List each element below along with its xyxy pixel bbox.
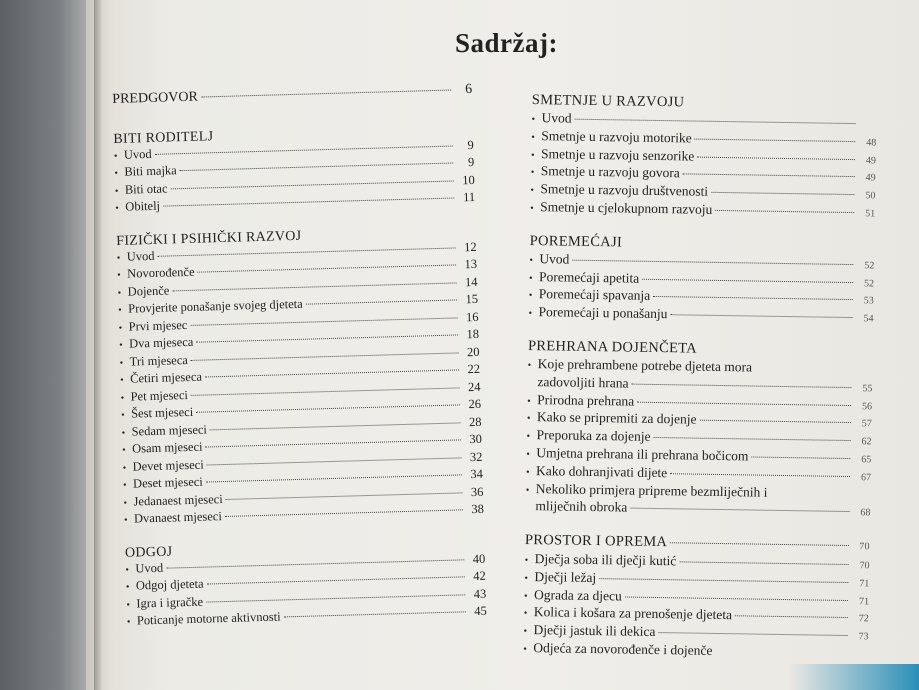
leader-dots — [653, 296, 853, 300]
toc-page: 62 — [861, 436, 872, 448]
leader-dots — [572, 259, 853, 264]
toc-page: 65 — [861, 454, 872, 466]
toc-page: 53 — [863, 295, 874, 307]
toc-label: Biti otac — [124, 180, 168, 197]
toc-label: Pet mjeseci — [130, 387, 189, 404]
toc-label: Kako se pripremiti za dojenje — [536, 409, 697, 427]
leader-dots — [166, 559, 464, 568]
toc-page: 51 — [865, 208, 876, 220]
leader-dots — [190, 317, 457, 325]
leader-dots — [191, 352, 459, 360]
toc-label: Novorođenče — [126, 264, 195, 281]
leader-dots — [171, 180, 454, 189]
toc-page: 14 — [464, 274, 478, 289]
toc-page: 13 — [464, 256, 478, 272]
toc-label: Dvanaest mjeseci — [133, 509, 223, 526]
toc-label: Dojenče — [127, 282, 170, 299]
toc-page: 71 — [858, 595, 870, 607]
toc-left-column — [112, 78, 487, 645]
toc-page: 68 — [860, 507, 871, 519]
leader-dots — [196, 334, 458, 342]
leader-dots — [284, 611, 466, 617]
bullet-icon: • — [113, 150, 118, 162]
toc-label: PREDGOVOR — [112, 89, 199, 107]
leader-dots — [196, 404, 460, 412]
toc-label: Kako dohranjivati dijete — [535, 462, 668, 480]
toc-label: Prirodna prehrana — [537, 391, 635, 409]
section-heading: POREMEĆAJI — [529, 232, 623, 251]
leader-dots — [226, 492, 463, 500]
toc-section-biti-roditelj — [113, 121, 475, 217]
bullet-icon: • — [122, 462, 127, 474]
toc-label: Uvod — [123, 146, 152, 162]
toc-page: 36 — [470, 484, 484, 499]
toc-right-column — [523, 92, 877, 677]
toc-label: Četiri mjeseca — [129, 369, 203, 386]
toc-page: 52 — [864, 260, 875, 272]
bullet-icon: • — [523, 643, 527, 655]
section-heading: PREHRANA DOJENČETA — [527, 337, 698, 357]
bullet-icon: • — [529, 254, 533, 266]
toc-page: 45 — [474, 603, 487, 619]
toc-section-prehrana — [525, 338, 873, 522]
bullet-icon: • — [523, 608, 528, 620]
section-heading: FIZIČKI I PSIHIČKI RAZVOJ — [116, 228, 302, 249]
bullet-icon: • — [524, 572, 528, 584]
bullet-icon: • — [530, 167, 535, 179]
leader-dots — [625, 596, 848, 601]
section-heading: BITI RODITELJ — [113, 128, 214, 147]
toc-label: Obitelj — [125, 198, 161, 214]
toc-page: 57 — [861, 418, 872, 430]
toc-page: 52 — [863, 277, 875, 289]
toc-page: 12 — [463, 239, 477, 254]
bullet-icon: • — [126, 616, 131, 628]
bullet-icon: • — [530, 202, 534, 215]
bullet-icon: • — [120, 374, 124, 386]
leader-dots — [654, 437, 851, 441]
toc-label: Šest mjeseci — [130, 404, 194, 421]
leader-dots — [157, 247, 455, 256]
leader-dots — [172, 282, 456, 291]
toc-entry-predgovor — [112, 82, 472, 110]
toc-page: 18 — [466, 326, 480, 342]
leader-dots — [670, 473, 850, 477]
bullet-icon: • — [117, 287, 122, 299]
section-heading: PROSTOR I OPREMA — [524, 532, 668, 551]
leader-dots — [207, 576, 465, 584]
leader-dots — [207, 457, 462, 465]
bullet-icon: • — [115, 202, 120, 214]
toc-label: Biti majka — [124, 163, 177, 179]
toc-label: Deset mjeseci — [132, 474, 203, 491]
toc-page: 6 — [464, 81, 473, 98]
toc-label: Sedam mjeseci — [131, 421, 208, 439]
bullet-icon: • — [123, 514, 128, 526]
bullet-icon: • — [114, 185, 119, 197]
bullet-icon: • — [531, 131, 535, 143]
leader-dots — [198, 264, 457, 272]
bullet-icon: • — [123, 497, 128, 509]
leader-dots — [201, 90, 451, 98]
toc-label: Dječja soba ili dječji kutić — [534, 551, 677, 569]
toc-label: Poticanje motorne aktivnosti — [136, 609, 281, 628]
toc-page: 20 — [466, 344, 480, 359]
toc-label: Tri mjeseca — [129, 352, 189, 369]
toc-section-prostor — [523, 532, 870, 663]
toc-page: 56 — [862, 400, 873, 412]
toc-page: 32 — [469, 449, 483, 464]
bullet-icon: • — [530, 149, 535, 161]
section-heading: SMETNJE U RAZVOJU — [531, 92, 685, 111]
toc-label: Uvod — [539, 250, 570, 267]
leader-dots — [206, 594, 465, 602]
bullet-icon: • — [125, 564, 130, 576]
leader-dots — [715, 210, 854, 213]
toc-page: 70 — [859, 541, 870, 553]
leader-dots — [697, 156, 855, 159]
toc-label: Nekoliko primjera pripreme bezmliječnih i — [535, 480, 768, 500]
toc-page: 26 — [468, 396, 482, 412]
toc-page: 73 — [858, 631, 869, 643]
bullet-icon: • — [114, 167, 119, 179]
leader-dots — [711, 192, 854, 195]
toc-label: Smetnje u razvoju govora — [540, 163, 680, 181]
toc-label: Poremećaji spavanja — [538, 286, 651, 304]
toc-page: 55 — [862, 382, 873, 395]
toc-page: 70 — [859, 560, 870, 572]
bullet-icon: • — [126, 599, 131, 611]
toc-label: Uvod — [126, 248, 155, 264]
bullet-icon: • — [528, 308, 533, 320]
toc-page: 71 — [859, 577, 870, 590]
toc-label: Devet mjeseci — [132, 457, 204, 474]
leader-dots — [155, 145, 453, 154]
bullet-icon: • — [122, 479, 127, 491]
bullet-icon: • — [523, 590, 528, 602]
toc-page: 34 — [470, 466, 484, 482]
bullet-icon: • — [116, 252, 121, 264]
leader-dots — [206, 439, 461, 447]
toc-page: 15 — [465, 291, 479, 307]
toc-page: 16 — [465, 309, 479, 324]
section-heading: ODGOJ — [124, 543, 173, 561]
bullet-icon: • — [527, 359, 532, 371]
toc-page: 48 — [866, 137, 877, 149]
leader-dots — [632, 383, 852, 387]
bullet-icon: • — [118, 304, 122, 316]
bullet-icon: • — [120, 409, 125, 421]
toc-page: 11 — [462, 189, 476, 205]
toc-page: 54 — [863, 313, 874, 325]
toc-page: 24 — [467, 379, 481, 394]
leader-dots — [225, 509, 463, 517]
leader-dots — [658, 632, 847, 636]
toc-page: 43 — [473, 586, 487, 601]
toc-page: 9 — [467, 154, 475, 170]
toc-label: Odgoj djeteta — [135, 576, 204, 593]
toc-label-continued: mliječnih obroka — [535, 498, 628, 515]
leader-dots — [670, 542, 849, 546]
toc-page: 30 — [469, 431, 483, 447]
leader-dots — [191, 387, 460, 396]
bullet-icon: • — [526, 448, 530, 460]
toc-label: Smetnje u razvoju senzorike — [540, 145, 695, 164]
leader-dots — [642, 278, 853, 282]
leader-dots — [683, 174, 855, 178]
toc-page: 50 — [865, 190, 876, 202]
leader-dots — [205, 369, 459, 377]
bullet-icon: • — [121, 427, 126, 439]
bullet-icon: • — [525, 484, 530, 496]
toc-label: Smetnje u cjelokupnom razvoju — [540, 199, 713, 217]
bullet-icon: • — [528, 290, 533, 302]
bullet-icon: • — [525, 466, 530, 478]
toc-page: 49 — [865, 172, 876, 184]
toc-page: 9 — [467, 137, 474, 152]
bullet-icon: • — [531, 113, 536, 126]
bullet-icon: • — [530, 185, 535, 197]
leader-dots — [630, 508, 849, 512]
toc-label: Prvi mjesec — [128, 317, 188, 334]
toc-page: 42 — [473, 568, 486, 584]
toc-page: 67 — [860, 471, 872, 484]
bullet-icon: • — [528, 272, 533, 284]
toc-label-continued: zadovoljiti hrana — [537, 373, 629, 391]
bullet-icon: • — [125, 581, 130, 593]
leader-dots — [670, 314, 852, 318]
bullet-icon: • — [523, 626, 528, 638]
leader-dots — [180, 163, 453, 172]
toc-section-odgoj — [125, 535, 487, 631]
bullet-icon: • — [117, 269, 121, 281]
toc-label: Umjetna prehrana ili prehrana bočicom — [536, 445, 749, 464]
toc-label: Jedanaest mjeseci — [133, 491, 223, 509]
bullet-icon: • — [524, 554, 529, 566]
page-title: Sadržaj: — [455, 28, 558, 58]
toc-page: 10 — [462, 172, 475, 187]
toc-label: Uvod — [541, 110, 572, 126]
leader-dots — [751, 456, 850, 459]
page-gutter — [94, 0, 102, 690]
bullet-icon: • — [121, 444, 126, 456]
toc-label: Smetnje u razvoju motorike — [541, 127, 692, 146]
toc-label: Igra i igračke — [136, 594, 204, 611]
leader-dots — [163, 197, 454, 206]
leader-dots — [695, 138, 856, 142]
leader-dots — [599, 578, 848, 583]
leader-dots — [637, 401, 851, 405]
toc-label: Smetnje u razvoju društvenosti — [540, 181, 709, 199]
bullet-icon: • — [118, 322, 123, 334]
toc-label: Kolica i košara za prenošenje djeteta — [533, 604, 733, 623]
bullet-icon: • — [526, 431, 531, 443]
leader-dots — [210, 422, 461, 430]
toc-page: 72 — [858, 613, 869, 625]
bullet-icon: • — [527, 395, 531, 407]
leader-dots — [700, 420, 851, 423]
toc-section-smetnje — [530, 92, 877, 222]
toc-section-fizicki-razvoj — [116, 223, 484, 529]
book-cover-edge — [0, 0, 86, 690]
bullet-icon: • — [120, 392, 125, 404]
toc-page: 28 — [468, 414, 482, 429]
toc-label: Dječji ležaj — [534, 568, 597, 585]
leader-dots — [679, 561, 848, 565]
bullet-icon: • — [119, 357, 124, 369]
bullet-icon: • — [526, 413, 531, 425]
toc-label: Odjeća za novorođenče i dojenče — [533, 640, 713, 658]
toc-label: Uvod — [135, 560, 164, 576]
leader-dots — [735, 616, 848, 619]
leader-dots — [206, 474, 462, 482]
leader-dots — [306, 299, 457, 304]
bullet-icon: • — [119, 339, 123, 351]
toc-label: Ograda za djecu — [533, 586, 622, 604]
toc-label: Poremećaji apetita — [538, 268, 640, 286]
toc-label: Dječji jastuk ili dekica — [533, 622, 656, 640]
toc-label: Poremećaji u ponašanju — [538, 304, 668, 322]
toc-section-poremecaji — [528, 233, 874, 328]
toc-page: 22 — [467, 361, 481, 377]
toc-label: Provjerite ponašanje svojeg djeteta — [127, 296, 303, 316]
toc-label: Dva mjeseca — [128, 334, 194, 351]
toc-page: 49 — [865, 154, 877, 167]
toc-label: Koje prehrambene potrebe djeteta mora — [537, 356, 753, 375]
toc-label: Preporuka za dojenje — [536, 427, 651, 445]
leader-dots — [575, 119, 856, 124]
toc-page: 40 — [472, 551, 486, 566]
toc-label: Osam mjeseci — [131, 439, 203, 456]
toc-page: 38 — [471, 501, 485, 517]
